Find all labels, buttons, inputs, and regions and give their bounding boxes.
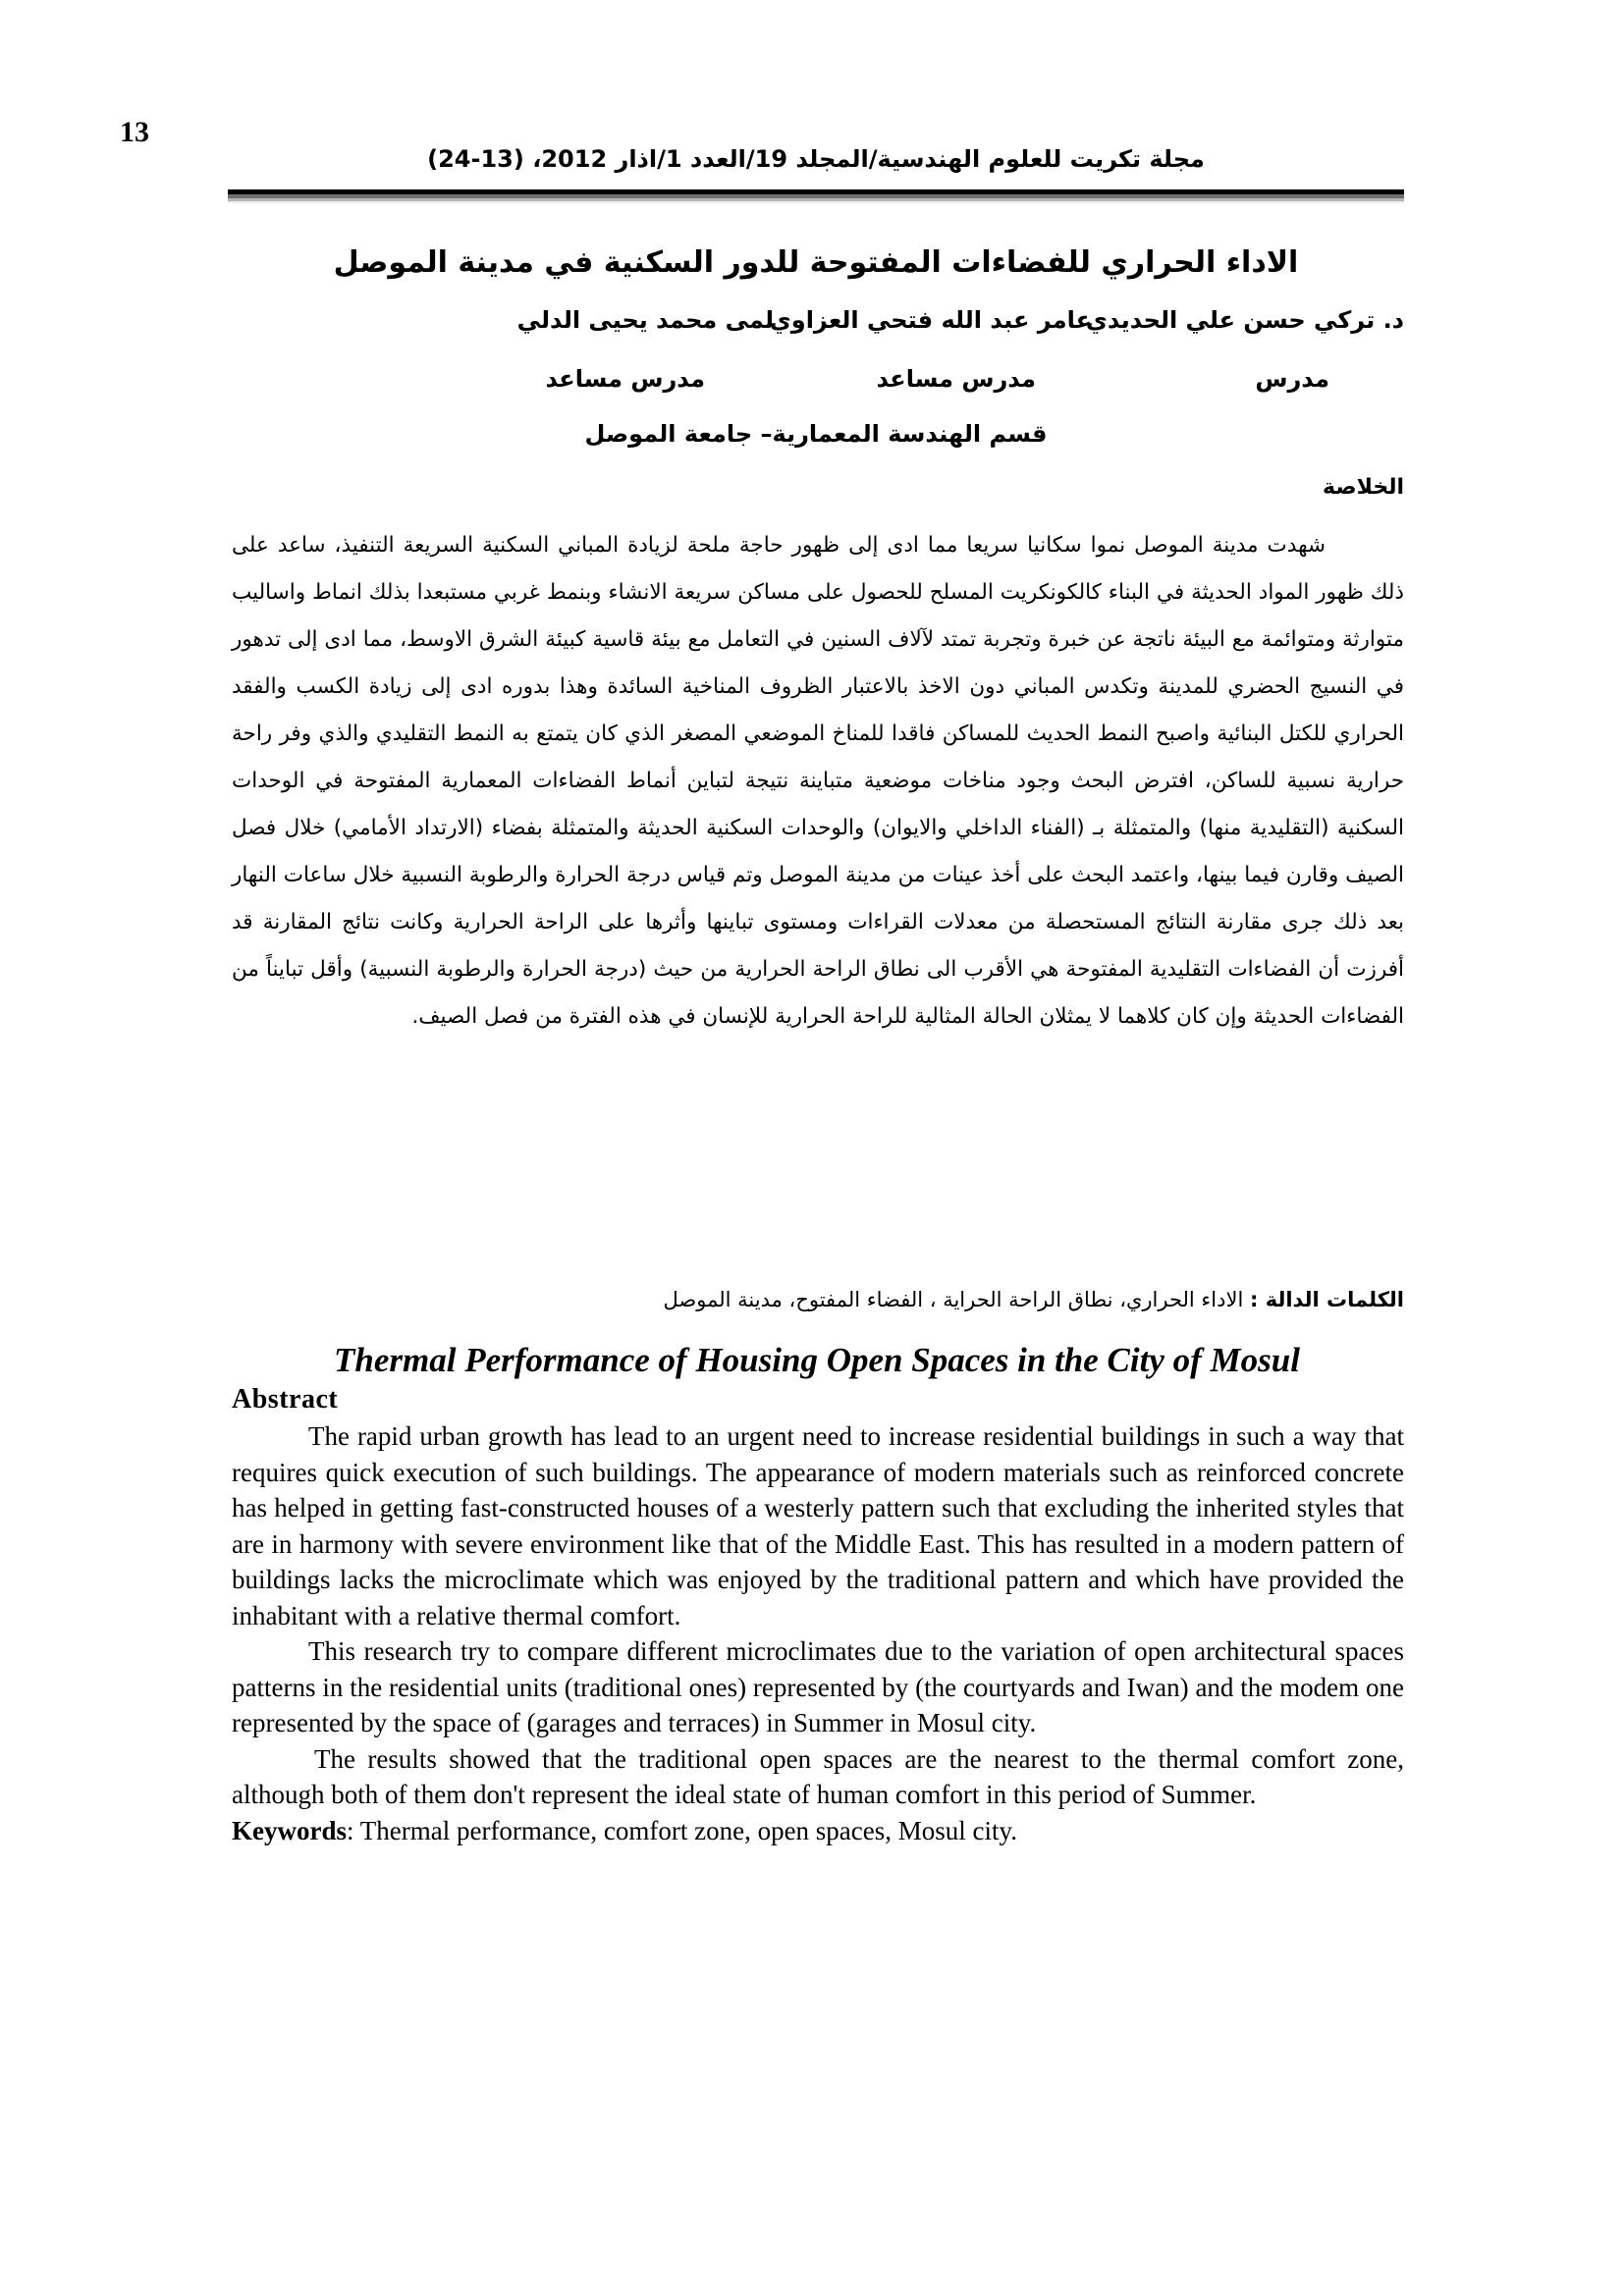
author-rank: مدرس مساعد [876,365,1036,393]
author-ranks [228,365,1404,404]
author-name: لمى محمد يحيى الدلي [516,306,774,334]
journal-header: مجلة تكريت للعلوم الهندسية/المجلد 19/العدد 1/اذار 2012، (13-24) [427,145,1205,173]
abstract-english-heading: Abstract [232,1384,339,1415]
article-title-english: Thermal Performance of Housing Open Spaces in the City of Mosul [334,1341,1300,1379]
author-name: د. تركي حسن علي الحديدي [1085,306,1404,334]
keywords-english-list: : Thermal performance, comfort zone, open spaces, Mosul city. [347,1815,1018,1845]
keywords-english [232,1813,1404,1849]
keywords-arabic-label: الكلمات الدالة : [1250,1288,1404,1311]
keywords-arabic [664,1288,1404,1311]
author-rank: مدرس [1255,365,1329,393]
department-affiliation: قسم الهندسة المعمارية– جامعة الموصل [584,420,1048,448]
abstract-english-paragraph: This research try to compare different microclimates due to the variation of open architectural spaces patterns in the residential units (traditional ones) represented by (the courtyards and Iwan) and the modem one represented by the space of (garages and terraces) in Summer in Mosul city. [232,1636,1404,1737]
abstract-english-paragraph: The results showed that the traditional open spaces are the nearest to the thermal comfort zone, although both of them don't represent the ideal state of human comfort in this period of Summer. [232,1743,1404,1809]
author-rank: مدرس مساعد [545,365,705,393]
header-rule [228,189,1404,203]
abstract-arabic-heading: الخلاصة [1323,475,1404,500]
author-name: عامر عبد الله فتحي العزاوي [769,306,1092,334]
keywords-arabic-list: الاداء الحراري، نطاق الراحة الحراية ، الفضاء المفتوح، مدينة الموصل [663,1288,1244,1311]
page-number: 13 [120,116,149,148]
header-rule-line [228,201,1404,203]
keywords-english-label: Keywords [232,1815,347,1845]
abstract-english-body [232,1418,1404,1848]
abstract-arabic-body [232,522,1404,1041]
abstract-arabic-paragraph: شهدت مدينة الموصل نموا سكانيا سريعا مما ادى إلى ظهور حاجة ملحة لزيادة المباني السكنية السريعة التنفيذ، ساعد على ذلك ظهور المواد الحديثة في البناء كالكونكريت المسلح للحصول على مساكن سريعة الانشاء وبنمط غربي مستبعدا بذلك انماط واساليب متوارثة ومتوائمة مع البيئة ناتجة عن خبرة وتجربة تمتد لآلاف السنين في التعامل مع بيئة قاسية كبيئة الشرق الاوسط، مما ادى إلى تدهور في النسيج الحضري للمدينة وتكدس المباني دون الاخذ بالاعتبار الظروف المناخية السائدة وهذا بدوره ادى إلى زيادة الكسب والفقد الحراري للكتل البنائية واصبح النمط الحديث للمساكن فاقدا للمناخ الموضعي المصغر الذي كان يتمتع به النمط التقليدي والذي وفر راحة حرارية نسبية للساكن، افترض البحث وجود مناخات موضعية متباينة نتيجة لتباين أنماط الفضاءات المعمارية المفتوحة في الوحدات السكنية (التقليدية منها) والمتمثلة بـ (الفناء الداخلي والايوان) والوحدات السكنية الحديثة والمتمثلة بفضاء (الارتداد الأمامي) خلال فصل الصيف وقارن فيما بينها، واعتمد البحث على أخذ عينات من مدينة الموصل وتم قياس درجة الحرارة والرطوبة النسبية خلال ساعات النهار بعد ذلك جرى مقارنة النتائج المستحصلة من معدلات القراءات ومستوى تباينها وأثرها على الراحة الحرارية وكانت نتائج المقارنة قد أفرزت أن الفضاءات التقليدية المفتوحة هي الأقرب الى نطاق الراحة الحرارية من حيث (درجة الحرارة والرطوبة النسبية) وأقل تبايناً من الفضاءات الحديثة وإن كان كلاهما لا يمثلان الحالة المثالية للراحة الحرارية للإنسان في هذه الفترة من فصل الصيف. [232,533,1404,1029]
article-title-arabic: الاداء الحراري للفضاءات المفتوحة للدور السكنية في مدينة الموصل [333,245,1299,280]
author-names [228,306,1404,346]
abstract-english-paragraph: The rapid urban growth has lead to an urgent need to increase residential buildings in such a way that requires quick execution of such buildings. The appearance of modern materials such as reinforced concrete has helped in getting fast-constructed houses of a westerly pattern such that excluding the inherited styles that are in harmony with severe environment like that of the Middle East. This has resulted in a modern pattern of buildings lacks the microclimate which was enjoyed by the traditional pattern and which have provided the inhabitant with a relative thermal comfort. [232,1421,1404,1630]
